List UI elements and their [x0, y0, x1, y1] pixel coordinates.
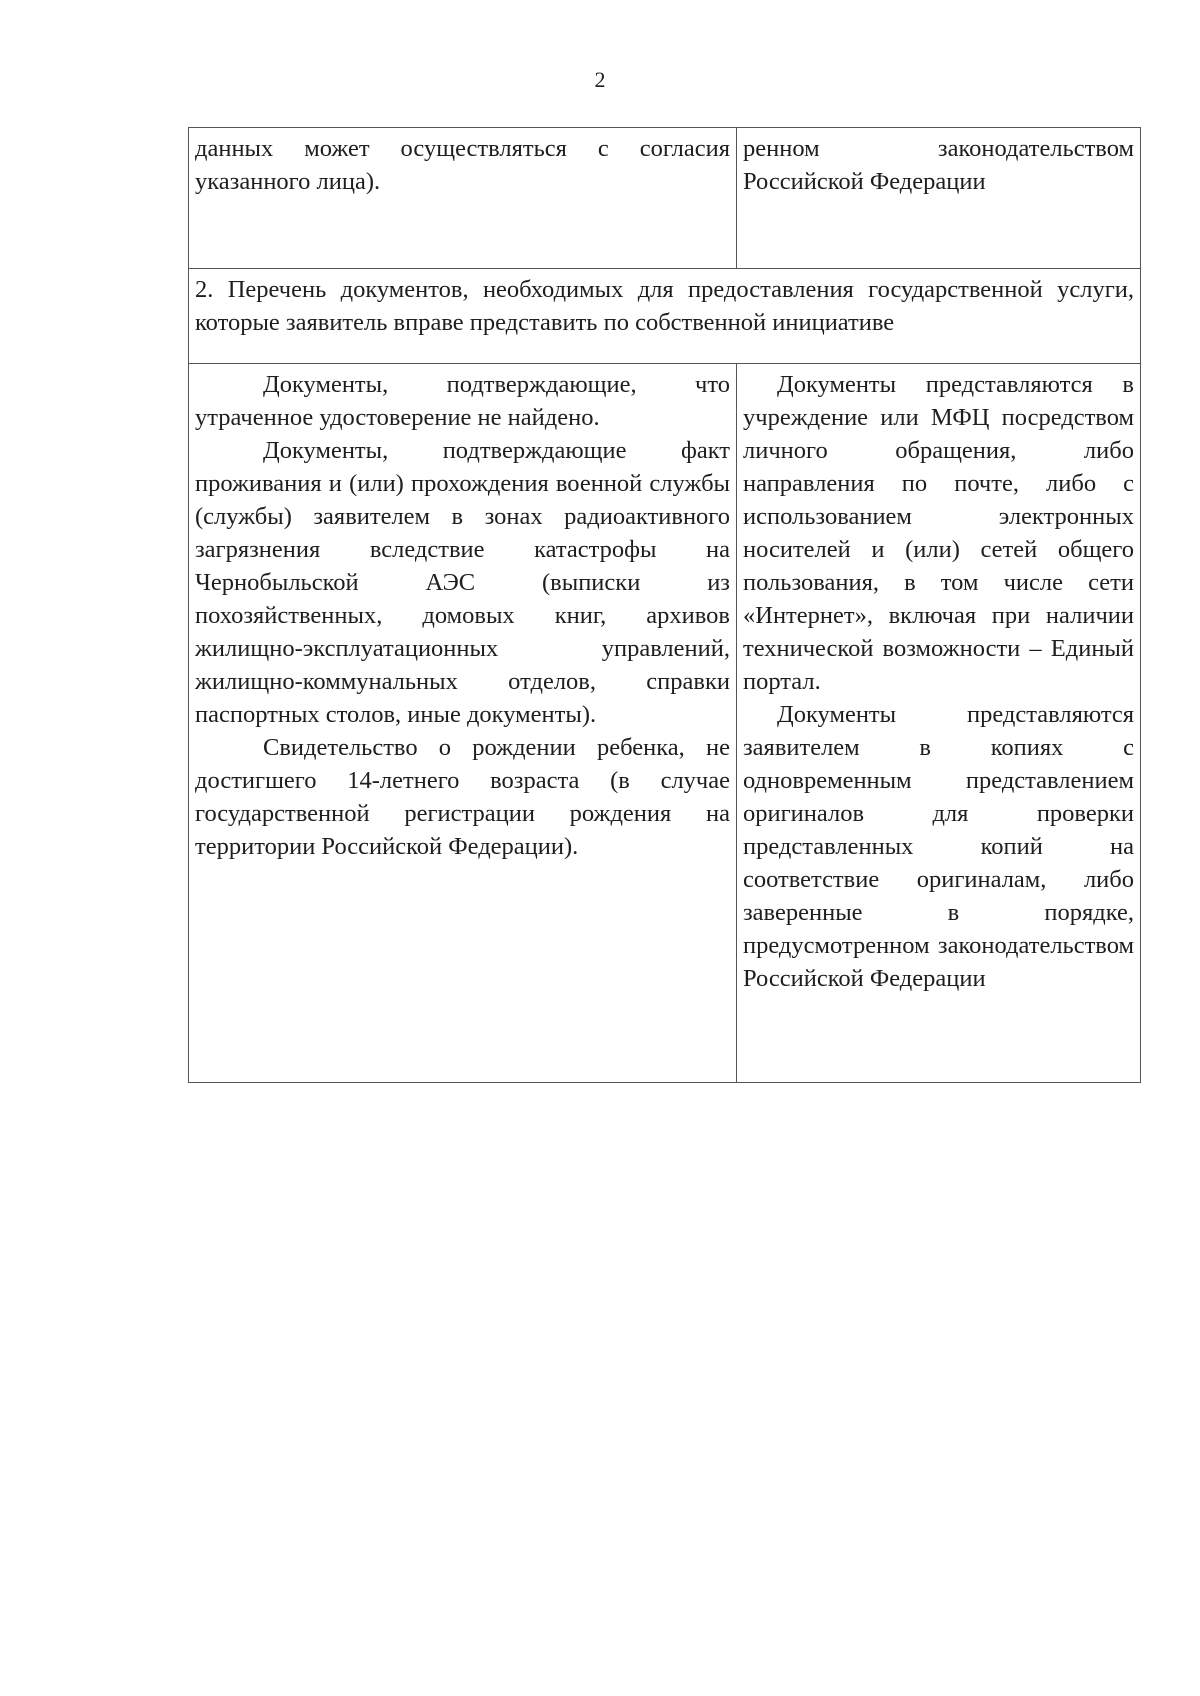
- table-row-section-heading: [189, 269, 1141, 364]
- document-item-residence-proof: Документы, подтверждающие факт проживания и (или) прохождения военной службы (службы) заявителем в зонах радиоактивного загрязнения вследствие катастрофы на Чернобыльской АЭС (выписки из похозяйственных, домовых книг, архивов жилищно-эксплуатационных управлений, жилищно-коммунальных отделов, справки паспортных столов, иные документы).: [195, 437, 730, 728]
- cell-consent-text: [189, 128, 737, 269]
- cell-legislation-text: [737, 128, 1141, 269]
- consent-paragraph: данных может осуществляться с согласия указанного лица).: [195, 135, 730, 195]
- document-item-birth-certificate: Свидетельство о рождении ребенка, не достигшего 14-летнего возраста (в случае государственной регистрации рождения на территории Российской Федерации).: [195, 734, 730, 860]
- section-heading-cell: [189, 269, 1141, 364]
- submission-method-paragraph: Документы представляются в учреждение или МФЦ посредством личного обращения, либо направления по почте, либо с использованием электронных носителей и (или) сетей общего пользования, в том числе сети «Интернет», включая при наличии технической возможности – Единый портал.: [743, 371, 1134, 695]
- cell-documents-list: [189, 364, 737, 1083]
- cell-submission-method: [737, 364, 1141, 1083]
- table-row-documents: [189, 364, 1141, 1083]
- table-row-continuation: [189, 128, 1141, 269]
- page-number: 2: [594, 67, 606, 92]
- copies-requirement-paragraph: Документы представляются заявителем в копиях с одновременным представлением оригиналов для проверки представленных копий на соответствие оригиналам, либо заверенные в порядке, предусмотренном законодательством Российской Федерации: [743, 701, 1134, 992]
- legislation-paragraph: ренном законодательством Российской Федерации: [743, 135, 1134, 195]
- section-heading: 2. Перечень документов, необходимых для предоставления государственной услуги, которые заявитель вправе представить по собственной инициативе: [195, 276, 1134, 336]
- documents-table: [188, 127, 1141, 1083]
- document-item-certificate-not-found: Документы, подтверждающие, что утраченное удостоверение не найдено.: [195, 371, 730, 431]
